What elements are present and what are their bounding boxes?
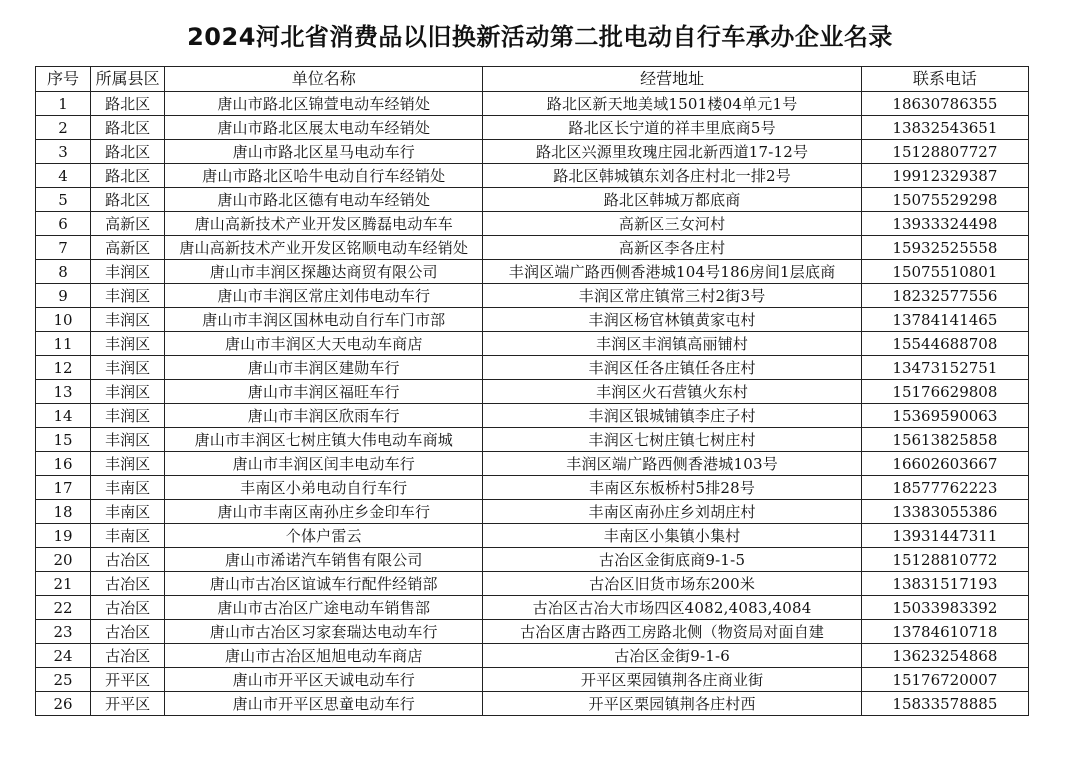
enterprise-table (35, 66, 1029, 716)
cell-company-name: 唐山市开平区天诚电动车行 (165, 668, 483, 692)
cell-company-name: 唐山市古冶区广途电动车销售部 (165, 596, 483, 620)
cell-address: 路北区兴源里玫瑰庄园北新西道17-12号 (483, 140, 861, 164)
cell-company-name: 唐山市路北区锦萱电动车经销处 (165, 92, 483, 116)
cell-serial-number: 26 (36, 692, 91, 716)
cell-serial-number: 24 (36, 644, 91, 668)
cell-district: 古冶区 (91, 548, 165, 572)
table-row (36, 92, 1029, 116)
cell-phone: 15128810772 (861, 548, 1028, 572)
cell-district: 丰润区 (91, 452, 165, 476)
cell-address: 丰润区银城铺镇李庄子村 (483, 404, 861, 428)
cell-serial-number: 21 (36, 572, 91, 596)
cell-address: 丰润区火石营镇火东村 (483, 380, 861, 404)
table-row (36, 500, 1029, 524)
cell-phone: 15128807727 (861, 140, 1028, 164)
cell-serial-number: 11 (36, 332, 91, 356)
cell-address: 路北区长宁道的祥丰里底商5号 (483, 116, 861, 140)
cell-address: 丰南区小集镇小集村 (483, 524, 861, 548)
cell-address: 丰南区南孙庄乡刘胡庄村 (483, 500, 861, 524)
table-row (36, 596, 1029, 620)
cell-district: 古冶区 (91, 644, 165, 668)
cell-address: 古冶区金街底商9-1-5 (483, 548, 861, 572)
cell-phone: 15033983392 (861, 596, 1028, 620)
table-row (36, 404, 1029, 428)
cell-company-name: 唐山市古冶区习家套瑞达电动车行 (165, 620, 483, 644)
cell-company-name: 唐山市开平区思童电动车行 (165, 692, 483, 716)
cell-serial-number: 10 (36, 308, 91, 332)
cell-address: 丰润区丰润镇高丽铺村 (483, 332, 861, 356)
cell-district: 丰南区 (91, 500, 165, 524)
cell-phone: 15932525558 (861, 236, 1028, 260)
cell-phone: 15544688708 (861, 332, 1028, 356)
cell-company-name: 唐山高新技术产业开发区铭顺电动车经销处 (165, 236, 483, 260)
cell-phone: 13784141465 (861, 308, 1028, 332)
cell-district: 丰润区 (91, 356, 165, 380)
cell-phone: 16602603667 (861, 452, 1028, 476)
cell-district: 丰润区 (91, 284, 165, 308)
cell-district: 丰润区 (91, 308, 165, 332)
table-row (36, 188, 1029, 212)
cell-district: 高新区 (91, 212, 165, 236)
cell-phone: 15176720007 (861, 668, 1028, 692)
cell-district: 路北区 (91, 116, 165, 140)
header-district: 所属县区 (91, 67, 165, 92)
cell-phone: 13383055386 (861, 500, 1028, 524)
cell-district: 丰润区 (91, 380, 165, 404)
cell-serial-number: 20 (36, 548, 91, 572)
cell-serial-number: 16 (36, 452, 91, 476)
cell-phone: 15369590063 (861, 404, 1028, 428)
header-serial-number: 序号 (36, 67, 91, 92)
cell-address: 高新区三女河村 (483, 212, 861, 236)
cell-serial-number: 13 (36, 380, 91, 404)
cell-phone: 13623254868 (861, 644, 1028, 668)
cell-district: 丰润区 (91, 404, 165, 428)
cell-district: 开平区 (91, 668, 165, 692)
cell-phone: 19912329387 (861, 164, 1028, 188)
cell-district: 高新区 (91, 236, 165, 260)
cell-company-name: 唐山市丰润区建勋车行 (165, 356, 483, 380)
cell-serial-number: 1 (36, 92, 91, 116)
cell-serial-number: 25 (36, 668, 91, 692)
cell-phone: 15833578885 (861, 692, 1028, 716)
cell-serial-number: 19 (36, 524, 91, 548)
cell-serial-number: 2 (36, 116, 91, 140)
table-row (36, 380, 1029, 404)
cell-company-name: 唐山市古冶区谊诚车行配件经销部 (165, 572, 483, 596)
cell-phone: 15613825858 (861, 428, 1028, 452)
cell-district: 丰润区 (91, 428, 165, 452)
cell-company-name: 唐山市路北区星马电动车行 (165, 140, 483, 164)
table-row (36, 476, 1029, 500)
table-row (36, 308, 1029, 332)
cell-address: 丰润区杨官林镇黄家屯村 (483, 308, 861, 332)
cell-district: 丰南区 (91, 524, 165, 548)
cell-address: 丰润区端广路西侧香港城104号186房间1层底商 (483, 260, 861, 284)
cell-district: 路北区 (91, 92, 165, 116)
cell-serial-number: 18 (36, 500, 91, 524)
cell-address: 开平区栗园镇荆各庄商业街 (483, 668, 861, 692)
cell-serial-number: 4 (36, 164, 91, 188)
table-row (36, 116, 1029, 140)
document-title: 2024河北省消费品以旧换新活动第二批电动自行车承办企业名录 (187, 23, 893, 51)
cell-company-name: 唐山市丰润区七树庄镇大伟电动车商城 (165, 428, 483, 452)
cell-phone: 13831517193 (861, 572, 1028, 596)
cell-serial-number: 5 (36, 188, 91, 212)
header-address: 经营地址 (483, 67, 861, 92)
cell-district: 路北区 (91, 188, 165, 212)
cell-address: 路北区韩城镇东刘各庄村北一排2号 (483, 164, 861, 188)
cell-address: 路北区韩城万都底商 (483, 188, 861, 212)
cell-phone: 18232577556 (861, 284, 1028, 308)
cell-district: 古冶区 (91, 620, 165, 644)
cell-address: 丰润区端广路西侧香港城103号 (483, 452, 861, 476)
cell-address: 丰润区七树庄镇七树庄村 (483, 428, 861, 452)
cell-address: 古冶区古冶大市场四区4082,4083,4084 (483, 596, 861, 620)
cell-address: 古冶区旧货市场东200米 (483, 572, 861, 596)
table-row (36, 212, 1029, 236)
cell-company-name: 唐山市古冶区旭旭电动车商店 (165, 644, 483, 668)
cell-company-name: 唐山市路北区德有电动车经销处 (165, 188, 483, 212)
cell-serial-number: 7 (36, 236, 91, 260)
cell-serial-number: 15 (36, 428, 91, 452)
cell-company-name: 唐山市路北区哈牛电动自行车经销处 (165, 164, 483, 188)
cell-phone: 18577762223 (861, 476, 1028, 500)
cell-address: 丰润区常庄镇常三村2街3号 (483, 284, 861, 308)
cell-district: 丰润区 (91, 260, 165, 284)
cell-phone: 13832543651 (861, 116, 1028, 140)
cell-address: 开平区栗园镇荆各庄村西 (483, 692, 861, 716)
cell-company-name: 唐山市丰润区福旺车行 (165, 380, 483, 404)
header-phone: 联系电话 (861, 67, 1028, 92)
table-row (36, 332, 1029, 356)
cell-district: 路北区 (91, 164, 165, 188)
table-row (36, 620, 1029, 644)
cell-phone: 13473152751 (861, 356, 1028, 380)
cell-phone: 13931447311 (861, 524, 1028, 548)
cell-company-name: 丰南区小弟电动自行车行 (165, 476, 483, 500)
cell-serial-number: 8 (36, 260, 91, 284)
cell-company-name: 唐山市丰润区欣雨车行 (165, 404, 483, 428)
table-row (36, 428, 1029, 452)
table-row (36, 524, 1029, 548)
cell-phone: 13933324498 (861, 212, 1028, 236)
cell-address: 高新区李各庄村 (483, 236, 861, 260)
table-body (36, 92, 1029, 716)
cell-phone: 13784610718 (861, 620, 1028, 644)
cell-address: 丰南区东板桥村5排28号 (483, 476, 861, 500)
cell-address: 丰润区任各庄镇任各庄村 (483, 356, 861, 380)
cell-serial-number: 22 (36, 596, 91, 620)
table-row (36, 548, 1029, 572)
cell-serial-number: 12 (36, 356, 91, 380)
cell-district: 开平区 (91, 692, 165, 716)
table-row (36, 692, 1029, 716)
cell-company-name: 唐山高新技术产业开发区腾磊电动车车 (165, 212, 483, 236)
table-row (36, 260, 1029, 284)
table-row (36, 644, 1029, 668)
cell-company-name: 唐山市丰润区大天电动车商店 (165, 332, 483, 356)
cell-company-name: 唐山市丰润区常庄刘伟电动车行 (165, 284, 483, 308)
cell-serial-number: 14 (36, 404, 91, 428)
cell-address: 古冶区唐古路西工房路北侧（物资局对面自建 (483, 620, 861, 644)
cell-district: 路北区 (91, 140, 165, 164)
table-row (36, 356, 1029, 380)
table-row (36, 140, 1029, 164)
cell-district: 古冶区 (91, 572, 165, 596)
header-company-name: 单位名称 (165, 67, 483, 92)
cell-address: 古冶区金街9-1-6 (483, 644, 861, 668)
cell-address: 路北区新天地美域1501楼04单元1号 (483, 92, 861, 116)
cell-serial-number: 23 (36, 620, 91, 644)
cell-phone: 15176629808 (861, 380, 1028, 404)
table-header-row (36, 67, 1029, 92)
cell-phone: 15075529298 (861, 188, 1028, 212)
table-row (36, 452, 1029, 476)
table-row (36, 572, 1029, 596)
cell-serial-number: 9 (36, 284, 91, 308)
cell-district: 丰润区 (91, 332, 165, 356)
table-row (36, 668, 1029, 692)
table-row (36, 236, 1029, 260)
cell-phone: 15075510801 (861, 260, 1028, 284)
cell-company-name: 唐山市丰润区探趣达商贸有限公司 (165, 260, 483, 284)
cell-company-name: 唐山市丰润区闰丰电动车行 (165, 452, 483, 476)
cell-phone: 18630786355 (861, 92, 1028, 116)
cell-company-name: 唐山市丰润区国林电动自行车门市部 (165, 308, 483, 332)
cell-company-name: 唐山市浠诺汽车销售有限公司 (165, 548, 483, 572)
cell-company-name: 个体户雷云 (165, 524, 483, 548)
cell-serial-number: 17 (36, 476, 91, 500)
cell-district: 丰南区 (91, 476, 165, 500)
cell-serial-number: 6 (36, 212, 91, 236)
cell-serial-number: 3 (36, 140, 91, 164)
cell-company-name: 唐山市丰南区南孙庄乡金印车行 (165, 500, 483, 524)
cell-company-name: 唐山市路北区展太电动车经销处 (165, 116, 483, 140)
table-row (36, 164, 1029, 188)
cell-district: 古冶区 (91, 596, 165, 620)
table-row (36, 284, 1029, 308)
